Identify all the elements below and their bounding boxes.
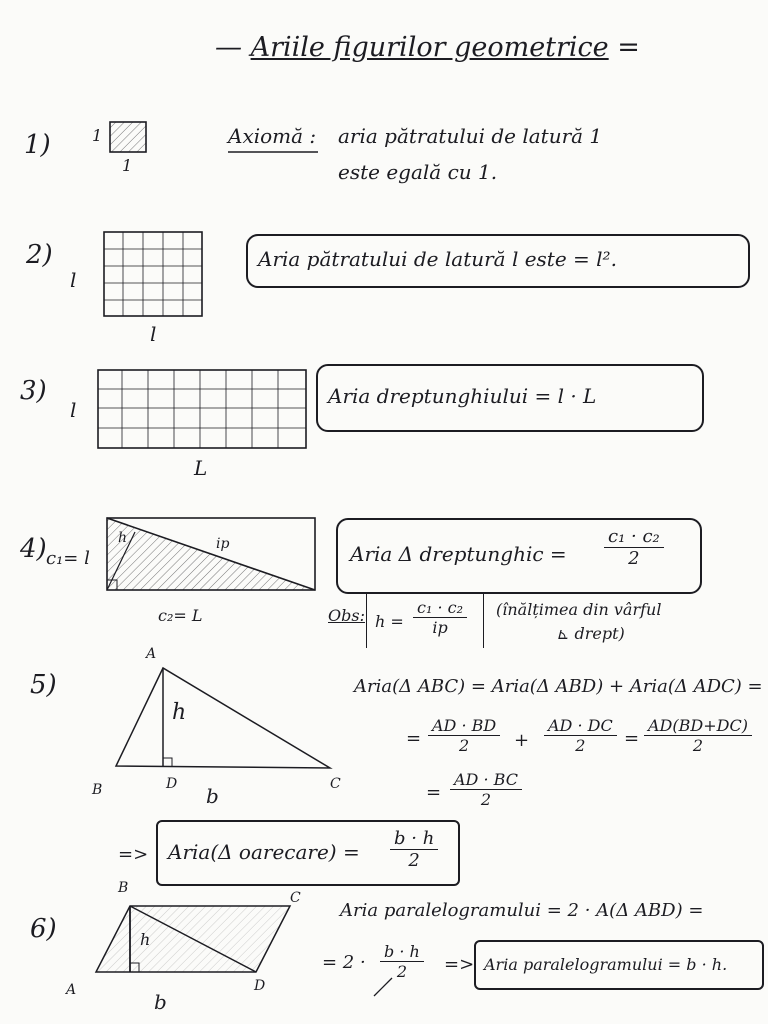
para-height-label: h (140, 930, 151, 949)
rectangle-area-formula: Aria dreptunghiului = l · L (328, 384, 597, 408)
fraction-ad-bd (428, 716, 500, 755)
axiom-label: Axiomă : (228, 124, 317, 148)
fraction-numerator: c₁ · c₂ (604, 526, 664, 548)
equals-3: = (426, 782, 442, 803)
triangle-abc-figure (116, 668, 330, 768)
general-triangle-denominator: 2 (408, 850, 420, 871)
leg-c1-label: c₁= l (46, 548, 90, 569)
fraction-ad-dc-numerator: AD · DC (544, 716, 617, 736)
fraction-ad-bc (450, 770, 522, 809)
fraction-ad-dc-denominator: 2 (575, 736, 586, 755)
right-triangle-formula-label: Aria Δ dreptunghic = (350, 542, 567, 566)
title-text: Ariile figurilor geometrice (250, 32, 609, 63)
right-triangle-formula-box (336, 518, 702, 594)
area-sum-line: Aria(Δ ABC) = Aria(Δ ABD) + Aria(Δ ADC) = (354, 676, 763, 697)
para-base-label: b (154, 990, 167, 1014)
parallelogram-denominator: 2 (396, 962, 407, 981)
unit-side-top: 1 (92, 126, 103, 145)
general-triangle-numerator: b · h (390, 828, 438, 850)
axiom-text-line1: aria pătratului de latură 1 (338, 124, 603, 148)
square-area-formula-box (246, 234, 750, 288)
parallelogram-numerator: b · h (380, 942, 424, 962)
square-grid-figure (104, 232, 202, 316)
observation-label: Obs: (328, 606, 365, 625)
observation-h: h = (375, 612, 404, 631)
section-4-number: 4) (20, 534, 47, 564)
square-area-formula: Aria pătratului de latură l este = l². (258, 247, 617, 271)
vertex-b-label: B (92, 782, 103, 798)
section-5-number: 5) (30, 670, 57, 700)
general-triangle-fraction (390, 828, 438, 871)
square-side-left: l (70, 268, 77, 292)
fraction-ad-dc (544, 716, 617, 755)
hypotenuse-label: ip (216, 536, 230, 552)
observation-denominator: ip (432, 618, 448, 637)
base-b-label: b (206, 784, 219, 808)
height-label: h (118, 530, 128, 546)
parallelogram-formula-box (474, 940, 764, 990)
fraction-ad-bc-numerator: AD · BC (450, 770, 522, 790)
times-two: = 2 · (322, 952, 366, 973)
vertex-c-label: C (330, 776, 341, 792)
parallelogram-figure (96, 906, 290, 972)
para-vertex-c: C (290, 890, 301, 906)
point-d-label: D (166, 776, 178, 792)
fraction-ad-bc-sum-denominator: 2 (692, 736, 704, 755)
axiom-text-line2: este egală cu 1. (338, 160, 498, 184)
general-triangle-formula-box (156, 820, 460, 886)
para-vertex-a: A (66, 982, 77, 998)
section-1-number: 1) (24, 130, 51, 160)
parallelogram-formula: Aria paralelogramului = b · h. (484, 955, 728, 974)
square-side-bottom: l (150, 322, 157, 346)
height-h-label: h (172, 700, 187, 725)
plus-sign: + (514, 730, 530, 751)
vertex-a-label: A (146, 646, 157, 662)
observation-numerator: c₁ · c₂ (413, 598, 467, 618)
fraction-ad-bc-denominator: 2 (480, 790, 492, 809)
para-vertex-d: D (254, 978, 266, 994)
rectangle-side-bottom: L (194, 456, 208, 480)
title-dash-right: = (608, 32, 640, 63)
implies-arrow-5: => (118, 844, 149, 865)
section-2-number: 2) (26, 240, 53, 270)
rectangle-area-formula-box (316, 364, 704, 432)
general-triangle-formula-label: Aria(Δ oarecare) = (168, 840, 360, 864)
fraction-ad-bc-sum (644, 716, 752, 755)
title-dash-left: — (215, 32, 251, 63)
fraction-ad-bc-sum-numerator: AD(BD+DC) (644, 716, 752, 736)
section-6-number: 6) (30, 914, 57, 944)
section-3-number: 3) (20, 376, 47, 406)
observation-note-line1: (înălțimea din vârful (496, 600, 662, 619)
rectangle-grid-figure (98, 370, 306, 448)
right-triangle-figure (107, 518, 315, 590)
fraction-ad-bd-denominator: 2 (459, 736, 470, 755)
fraction-denominator: 2 (628, 548, 640, 569)
right-triangle-fraction (604, 526, 664, 569)
unit-side-bottom: 1 (122, 156, 133, 175)
implies-arrow-6: => (444, 954, 475, 975)
parallelogram-area-line: Aria paralelogramului = 2 · A(Δ ABD) = (340, 900, 704, 921)
observation-fraction (413, 598, 467, 637)
para-vertex-b: B (118, 880, 129, 896)
leg-c2-label: c₂= L (158, 606, 203, 625)
equals-1: = (406, 728, 422, 749)
rectangle-side-left: l (70, 398, 77, 422)
observation-formula (366, 594, 484, 648)
equals-2: = (624, 728, 640, 749)
fraction-ad-bd-numerator: AD · BD (428, 716, 500, 736)
parallelogram-fraction (380, 942, 424, 981)
observation-note-line2: ⊾ drept) (556, 624, 625, 643)
unit-square-figure (110, 122, 146, 152)
